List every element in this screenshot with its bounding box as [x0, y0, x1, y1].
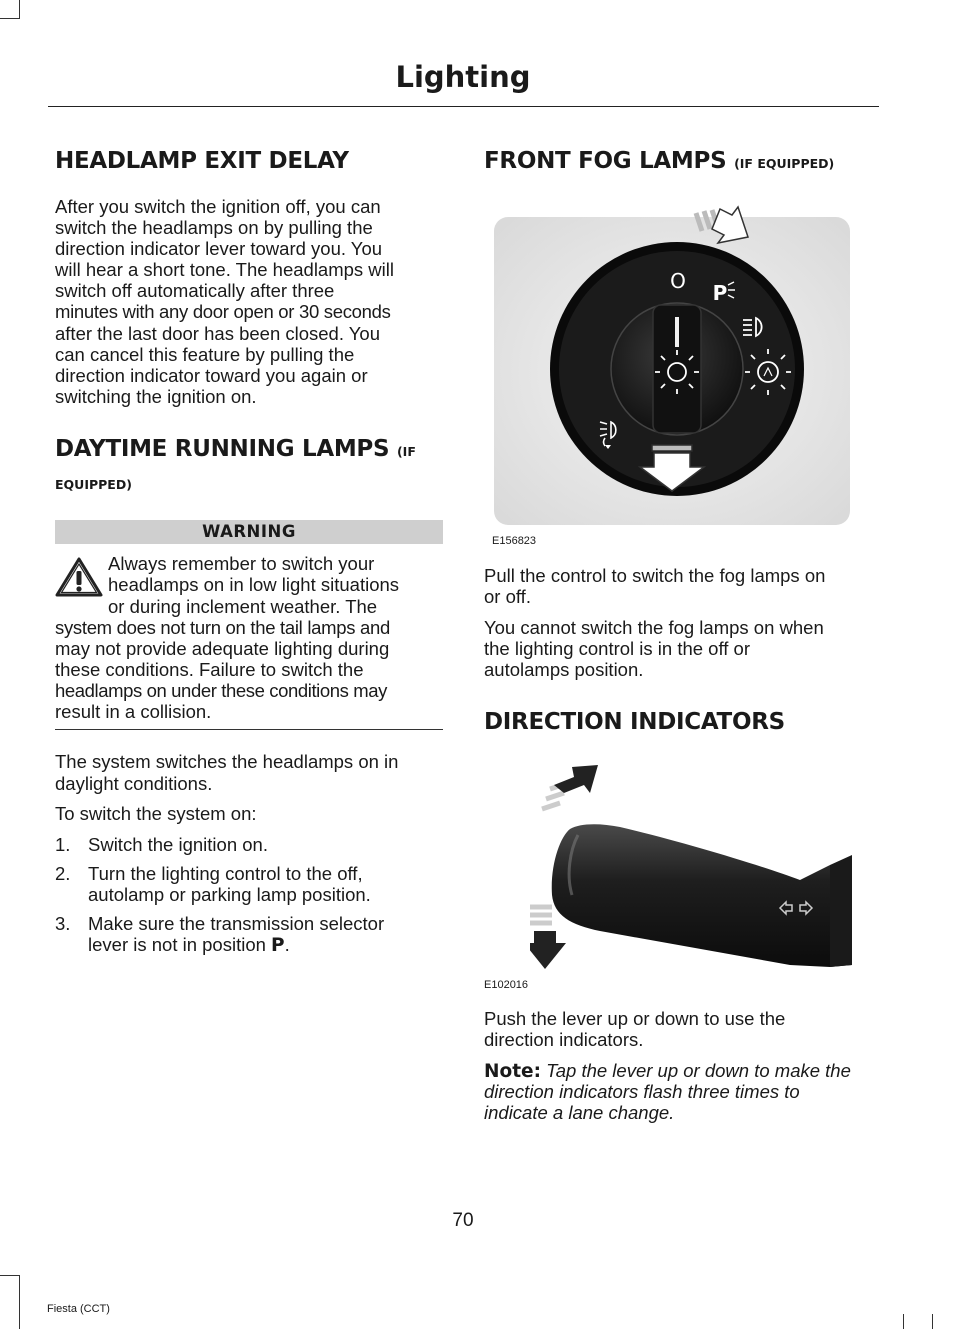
- text-line: After you switch the ignition off, you can: [55, 196, 381, 217]
- note-line: [484, 1102, 674, 1123]
- step-text: Make sure the transmission selector: [88, 913, 385, 934]
- step-number: 2.: [55, 863, 71, 884]
- crop-mark: [19, 0, 20, 19]
- page-number: 70: [452, 1210, 474, 1231]
- text-line: direction indicators.: [484, 1029, 644, 1050]
- step-number: 3.: [55, 913, 71, 934]
- document-footer: Fiesta (CCT): [47, 1303, 110, 1315]
- lever-down-arrow-icon: [530, 907, 566, 969]
- title-divider: [48, 106, 879, 107]
- text-line: after the last door has been closed. You: [55, 323, 381, 344]
- lighting-control-switch-illustration: [490, 205, 855, 535]
- text-line: switch the headlamps on by pulling the: [55, 217, 373, 238]
- text-line: or off.: [484, 586, 531, 607]
- direction-indicator-lever-illustration: [530, 755, 855, 983]
- note-text: indicate a lane change.: [484, 1102, 675, 1123]
- step-text: Switch the ignition on.: [88, 834, 268, 855]
- crop-mark: [19, 1275, 20, 1315]
- step-text-bold: P: [271, 935, 285, 956]
- heading-text: FRONT FOG LAMPS: [484, 148, 727, 174]
- note-line: [484, 1081, 800, 1102]
- warning-banner: WARNING: [55, 520, 443, 544]
- section-heading-headlamp-exit-delay: HEADLAMP EXIT DELAY: [55, 148, 349, 174]
- switch-label-parking: P: [712, 281, 728, 305]
- section-heading-direction-indicators: DIRECTION INDICATORS: [484, 709, 785, 735]
- step-text: autolamp or parking lamp position.: [88, 884, 371, 905]
- text-line: or during inclement weather. The: [108, 596, 378, 617]
- text-line: The system switches the headlamps on in: [55, 751, 399, 772]
- heading-suffix: (IF EQUIPPED): [734, 156, 835, 171]
- text-line: direction indicator lever toward you. You: [55, 238, 383, 259]
- heading-text: DAYTIME RUNNING LAMPS: [55, 436, 390, 462]
- text-line: Push the lever up or down to use the: [484, 1008, 786, 1029]
- note-label: Note:: [484, 1061, 541, 1082]
- page-title: Lighting: [395, 60, 531, 94]
- text-line: switching the ignition on.: [55, 386, 257, 407]
- text-line: headlamps on in low light situations: [108, 574, 400, 595]
- steps-intro: To switch the system on:: [55, 803, 257, 824]
- text-line: switch off automatically after three: [55, 280, 335, 301]
- crop-mark: [903, 1314, 904, 1329]
- text-line: system does not turn on the tail lamps and: [55, 617, 390, 638]
- switch-label-off: O: [670, 269, 686, 293]
- warning-triangle-icon: [55, 556, 103, 598]
- crop-mark: [0, 1275, 20, 1276]
- text-line: headlamps on under these conditions may: [55, 680, 388, 701]
- text-line: the lighting control is in the off or: [484, 638, 751, 659]
- lever-up-arrow-icon: [542, 765, 598, 809]
- step-number: 1.: [55, 834, 71, 855]
- text-line: Pull the control to switch the fog lamps on: [484, 565, 826, 586]
- crop-mark: [932, 1314, 933, 1329]
- crop-mark: [0, 18, 20, 19]
- text-line: You cannot switch the fog lamps on when: [484, 617, 824, 638]
- crop-mark: [19, 1314, 20, 1329]
- text-line: daylight conditions.: [55, 773, 213, 794]
- note-text: Tap the lever up or down to make the: [540, 1060, 851, 1081]
- text-line: will hear a short tone. The headlamps will: [55, 259, 394, 280]
- warning-divider: [55, 729, 443, 730]
- text-line: Always remember to switch your: [108, 553, 375, 574]
- step-text: Turn the lighting control to the off,: [88, 863, 363, 884]
- text-line: autolamps position.: [484, 659, 644, 680]
- text-line: direction indicator toward you again or: [55, 365, 368, 386]
- heading-suffix: (IF: [396, 444, 416, 459]
- text-line: result in a collision.: [55, 701, 212, 722]
- figure-id: E102016: [484, 979, 529, 991]
- text-line: can cancel this feature by pulling the: [55, 344, 355, 365]
- text-line: may not provide adequate lighting during: [55, 638, 390, 659]
- text-line: minutes with any door open or 30 seconds: [55, 301, 391, 322]
- note-line: [484, 1060, 851, 1082]
- figure-id: E156823: [492, 535, 537, 547]
- step-text-part: lever is not in position: [88, 934, 272, 955]
- step-text-end: .: [284, 934, 290, 955]
- text-line: these conditions. Failure to switch the: [55, 659, 364, 680]
- section-heading-daytime-running-lamps: [55, 436, 416, 462]
- step-text: [88, 934, 290, 956]
- note-text: direction indicators flash three times to: [484, 1081, 800, 1102]
- heading-suffix-continued: EQUIPPED): [55, 477, 132, 492]
- section-heading-front-fog-lamps: [484, 148, 834, 174]
